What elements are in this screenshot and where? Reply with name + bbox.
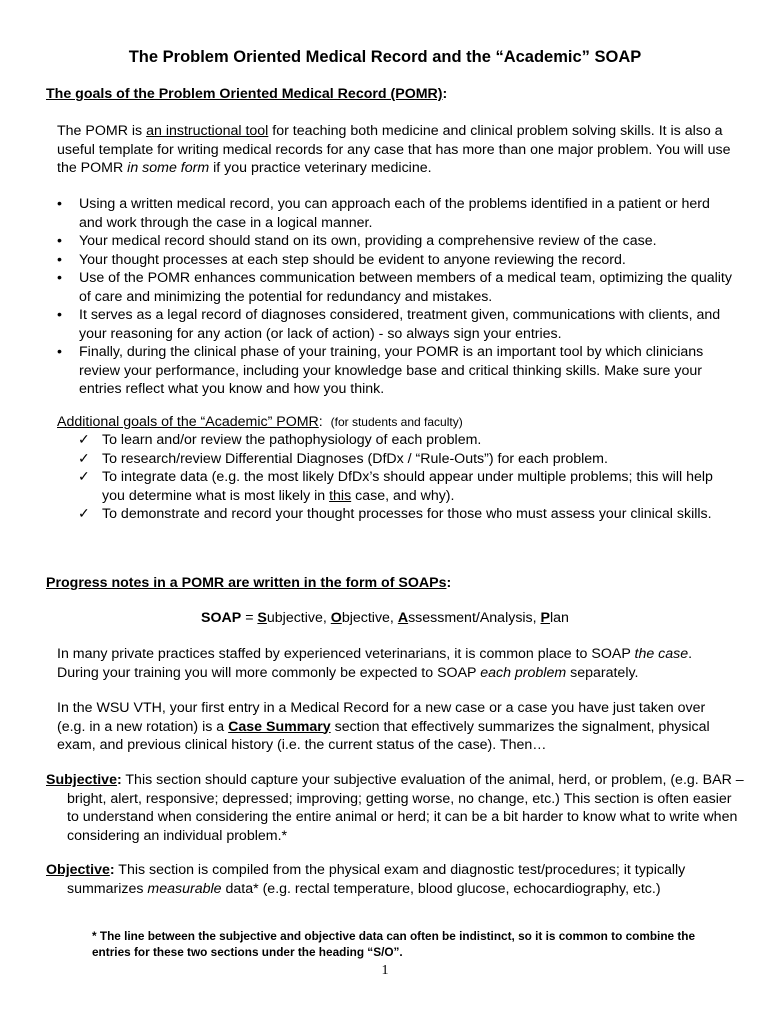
para1-emphasis-2: each problem bbox=[480, 664, 567, 681]
bullet-text: Your thought processes at each step should be evident to anyone reviewing the record. bbox=[79, 251, 626, 268]
bullet-icon: • bbox=[57, 251, 62, 268]
soap-equals: = bbox=[241, 610, 258, 626]
soap-s-rest: ubjective, bbox=[266, 610, 331, 626]
bullet-icon: • bbox=[57, 307, 62, 323]
list-item bbox=[57, 232, 737, 251]
check-item-text: To learn and/or review the pathophysiology of each problem. bbox=[102, 432, 482, 448]
objective-text-2: data* (e.g. rectal temperature, blood glucose, echocardiography, etc.) bbox=[221, 880, 661, 897]
additional-heading-colon: : bbox=[318, 414, 323, 430]
soap-acronym: SOAP bbox=[201, 610, 242, 626]
page-title: The Problem Oriented Medical Record and the “Academic” SOAP bbox=[128, 48, 642, 66]
intro-text-3: if you practice veterinary medicine. bbox=[209, 160, 432, 176]
objective-section bbox=[46, 861, 747, 898]
soap-a: A bbox=[397, 610, 409, 626]
objective-text-1: This section is compiled from the physical exam and diagnostic test/procedures; it typically summarizes bbox=[67, 862, 686, 897]
check-item-text: To demonstrate and record your thought processes for those who must assess your clinical skills. bbox=[102, 506, 712, 522]
bullet-text: Use of the POMR enhances communication between members of a medical team, optimizing the quality of care and minimizing the potential for redundancy and mistakes. bbox=[79, 270, 732, 305]
footnote: * The line between the subjective and objective data can often be indistinct, so it is common to combine the entries for these two sections under the heading “S/O”. bbox=[92, 929, 696, 959]
bullet-text: Your medical record should stand on its own, providing a comprehensive review of the case. bbox=[79, 233, 657, 249]
list-item bbox=[57, 269, 737, 306]
soap-a-rest: ssessment/Analysis, bbox=[408, 610, 541, 626]
soap-formula bbox=[0, 610, 770, 626]
list-item bbox=[57, 343, 737, 399]
goals-intro bbox=[57, 122, 737, 178]
subjective-label: Subjective bbox=[46, 772, 117, 788]
additional-goals-heading bbox=[57, 413, 737, 432]
para1-text-3: separately. bbox=[566, 664, 639, 681]
page-number: 1 bbox=[381, 963, 389, 978]
bullet-icon: • bbox=[57, 196, 62, 212]
bullet-text: It serves as a legal record of diagnoses considered, treatment given, communications with clients, and your reasoning for any action (or lack of action) - so always sign your entries. bbox=[79, 307, 721, 342]
soap-o-rest: bjective, bbox=[341, 610, 398, 626]
bullet-icon: • bbox=[57, 344, 62, 360]
additional-goals-list bbox=[78, 431, 738, 524]
objective-label: Objective bbox=[46, 862, 110, 878]
intro-underlined: an instructional tool bbox=[146, 123, 269, 139]
bullet-text: Using a written medical record, you can approach each of the problems identified in a patient or herd and work through the case in a logical manner. bbox=[79, 196, 710, 231]
soap-p-rest: lan bbox=[550, 610, 569, 626]
objective-colon: : bbox=[109, 862, 115, 878]
list-item bbox=[57, 195, 737, 232]
soap-p: P bbox=[540, 610, 551, 626]
soap-s: S bbox=[257, 610, 267, 626]
progress-paragraph-1 bbox=[57, 645, 737, 682]
bullet-icon: • bbox=[57, 233, 62, 249]
intro-text-2: for teaching both medicine and clinical problem solving skills. It is also a useful template for writing medical records for any case that has more than one major problem. You will use the POMR bbox=[57, 123, 731, 176]
para1-emphasis-1: the case bbox=[634, 646, 689, 662]
goals-bullet-list bbox=[57, 195, 737, 399]
checkmark-icon: ✓ bbox=[78, 450, 90, 467]
checkmark-icon: ✓ bbox=[78, 432, 90, 448]
list-item bbox=[57, 306, 737, 343]
para2-text-2: section that effectively summarizes the signalment, physical exam, and previous clinical history (i.e. the current status of the case). Then… bbox=[57, 718, 710, 753]
check-item-underlined: this bbox=[329, 487, 352, 504]
checkmark-icon: ✓ bbox=[78, 469, 90, 485]
checkmark-icon: ✓ bbox=[78, 506, 90, 522]
progress-paragraph-2 bbox=[57, 699, 737, 755]
progress-notes-heading bbox=[46, 575, 451, 591]
goals-heading-colon: : bbox=[442, 86, 448, 102]
subjective-colon: : bbox=[116, 772, 122, 788]
intro-emphasis: in some form bbox=[127, 160, 210, 176]
subjective-section bbox=[46, 771, 747, 845]
list-item bbox=[78, 505, 738, 524]
check-item-text-end: case, and why). bbox=[351, 487, 455, 504]
check-item-text: To integrate data (e.g. the most likely DfDx’s should appear under multiple problems; this will help you determine what is most likely in bbox=[102, 469, 713, 504]
bullet-text: Finally, during the clinical phase of your training, your POMR is an important tool by which clinicians review your performance, including your knowledge base and critical thinking skills. Make sure your entries reflect what you know and how you think. bbox=[79, 344, 704, 397]
list-item bbox=[57, 251, 737, 270]
para2-text-1: In the WSU VTH, your first entry in a Medical Record for a new case or a case you have just taken over (e.g. in a new rotation) is a bbox=[57, 700, 706, 735]
para1-text-2: . During your training you will more commonly be expected to SOAP bbox=[57, 646, 693, 681]
subjective-text: This section should capture your subjective evaluation of the animal, herd, or problem, (e.g. BAR – bright, alert, responsive; depressed; improving; getting worse, no change, etc.) This section is often easier to understand when considering the entire animal or herd; it can be a bit harder to know what to write when considering an individual problem.* bbox=[67, 772, 744, 844]
goals-heading-text: The goals of the Problem Oriented Medical Record (POMR) bbox=[46, 86, 443, 102]
soap-o: O bbox=[330, 610, 342, 626]
progress-heading-text: Progress notes in a POMR are written in the form of SOAPs bbox=[46, 575, 447, 591]
list-item bbox=[78, 450, 738, 469]
list-item bbox=[78, 431, 738, 450]
goals-heading bbox=[46, 86, 447, 102]
additional-heading-note: (for students and faculty) bbox=[330, 415, 463, 429]
progress-heading-colon: : bbox=[446, 575, 452, 591]
check-item-text: To research/review Differential Diagnoses (DfDx / “Rule-Outs”) for each problem. bbox=[102, 450, 608, 467]
list-item bbox=[78, 468, 738, 505]
objective-emphasis: measurable bbox=[147, 880, 222, 897]
additional-heading-text: Additional goals of the “Academic” POMR bbox=[57, 414, 319, 430]
intro-text-1: The POMR is bbox=[57, 123, 147, 139]
bullet-icon: • bbox=[57, 270, 62, 286]
para1-text-1: In many private practices staffed by experienced veterinarians, it is common place to SOAP bbox=[57, 646, 635, 662]
para2-case-summary: Case Summary bbox=[228, 718, 331, 735]
